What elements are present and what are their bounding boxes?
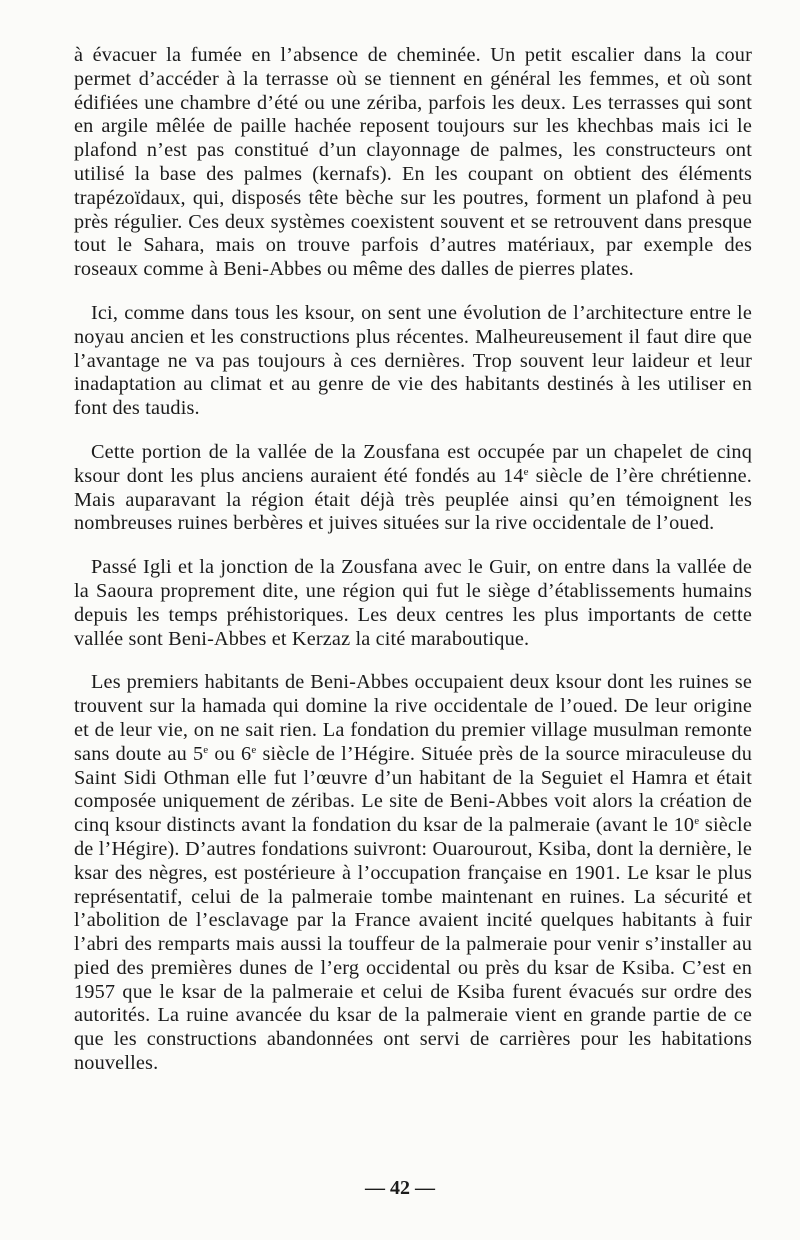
- paragraph-5-part-a: Les premiers habitants de Beni-Abbes occupaient deux ksour dont les ruines se trouvent sur la hamada qui domine la rive occidentale de l’oued. De leur origine et de leur vie, on ne sait rien. La fondation du premier village musulman remonte sans doute au 5: [74, 671, 752, 765]
- paragraph-3-part-b: siècle de l’ère chrétienne. Mais auparavant la région était déjà très peuplée ainsi qu’en témoignent les nombreuses ruines berbères et juives situées sur la rive occidentale de l’oued.: [74, 464, 752, 535]
- paragraph-2: Ici, comme dans tous les ksour, on sent une évolution de l’architecture entre le noyau ancien et les constructions plus récentes. Malheureusement il faut dire que l’avantage ne va pas toujours à ces dernières. Trop souvent leur laideur et leur inadaptation au climat et au genre de vie des habitants destinés à les utiliser en font des taudis.: [74, 301, 752, 420]
- superscript-e: e: [694, 815, 700, 828]
- paragraph-5: [74, 671, 752, 1076]
- paragraph-1: à évacuer la fumée en l’absence de cheminée. Un petit escalier dans la cour permet d’accéder à la terrasse où se tiennent en général les femmes, et où sont édifiées une chambre d’été ou une zériba, parfois les deux. Les terrasses qui sont en argile mêlée de paille hachée reposent toujours sur les khechbas mais ici le plafond n’est pas constitué d’un clayonnage de palmes, les constructeurs ont utilisé la base des palmes (kernafs). En les coupant on obtient des éléments trapézoïdaux, qui, disposés tête bèche sur les poutres, forment un plafond à peu près régulier. Ces deux systèmes coexistent souvent et se retrouvent dans presque tout le Sahara, mais on trouve parfois d’autres matériaux, par exemple des roseaux comme à Beni-Abbes ou même des dalles de pierres plates.: [74, 44, 752, 281]
- paragraph-5-part-d: siècle de l’Hégire). D’autres fondations suivront: Ouarourout, Ksiba, dont la dernière, le ksar des nègres, est postérieure à l’occupation française en 1901. Le ksar le plus représentatif, celui de la palmeraie tombe maintenant en ruines. La sécurité et l’abolition de l’esclavage par la France avaient incité quelques habitants à fuir l’abri des remparts mais aussi la touffeur de la palmeraie pour venir s’installer au pied des premières dunes de l’erg occidental ou près du ksar de Ksiba. C’est en 1957 que le ksar de la palmeraie et celui de Ksiba furent évacués sur ordre des autorités. La ruine avancée du ksar de la palmeraie vient en grande partie de ce que les constructions abandonnées ont servi de carrières pour les habitations nouvelles.: [74, 814, 752, 1075]
- paragraph-3-part-a: Cette portion de la vallée de la Zousfana est occupée par un chapelet de cinq ksour dont les plus anciens auraient été fondés au 14: [74, 440, 752, 487]
- superscript-e: e: [523, 465, 529, 478]
- superscript-e: e: [251, 743, 257, 756]
- paragraph-3: [74, 441, 752, 536]
- paragraph-4: Passé Igli et la jonction de la Zousfana avec le Guir, on entre dans la vallée de la Saoura proprement dite, une région qui fut le siège d’établissements humains depuis les temps préhistoriques. Les deux centres les plus importants de cette vallée sont Beni-Abbes et Kerzaz la cité maraboutique.: [74, 556, 752, 650]
- page-number: — 42 —: [365, 1177, 435, 1199]
- paragraph-5-part-b: ou 6: [208, 742, 252, 765]
- paragraph-5-part-c: siècle de l’Hégire. Située près de la source miraculeuse du Saint Sidi Othman elle fut l’œuvre d’un habitant de la Seguiet el Hamra et était composée uniquement de zéribas. Le site de Beni-Abbes voit alors la création de cinq ksour distincts avant la fondation du ksar de la palmeraie (avant le 10: [74, 742, 752, 837]
- superscript-e: e: [203, 743, 209, 756]
